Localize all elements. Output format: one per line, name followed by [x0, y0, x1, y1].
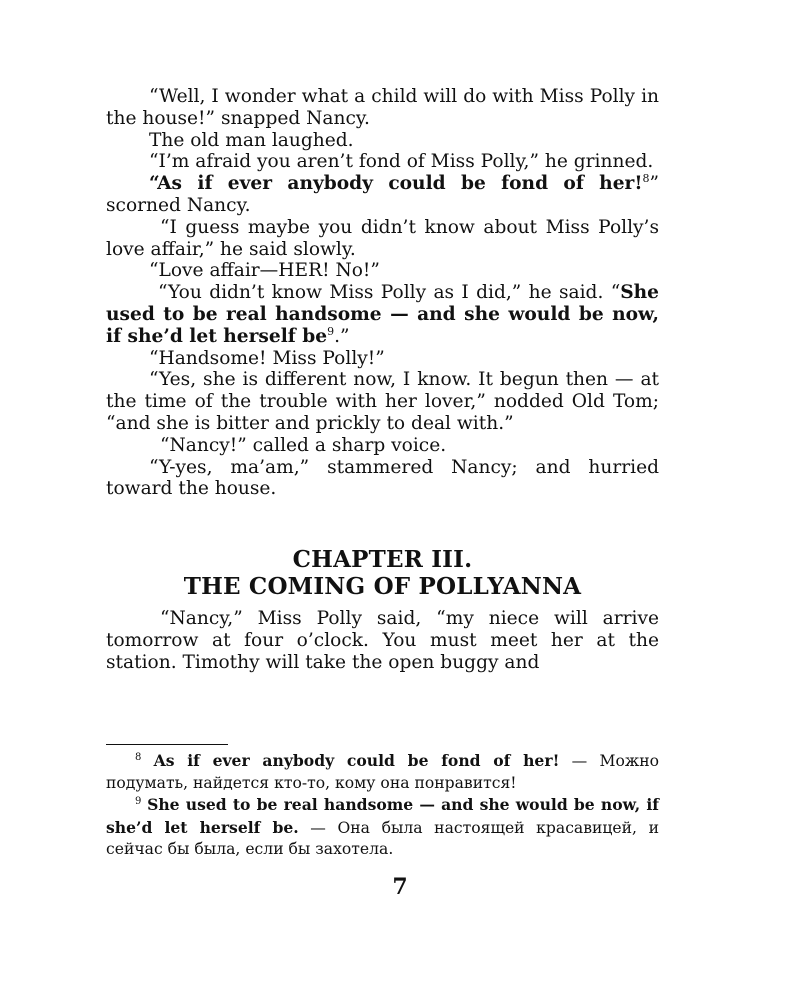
paragraph	[106, 260, 659, 282]
paragraph-text: “Handsome! Miss Polly!”	[149, 347, 385, 369]
paragraph-text: ” scorned Nancy.	[106, 173, 659, 216]
story-text	[106, 86, 659, 500]
paragraph-text: “Yes, she is different now, I know. It begun then — at the time of the trouble with her lover,” nodded Old Tom; “and she is bitter and prickly to deal with.”	[106, 369, 659, 434]
footnote-phrase: As if ever anybody could be fond of her!	[153, 751, 560, 770]
paragraph	[106, 282, 659, 347]
paragraph-text: “You didn’t know Miss Polly as I did,” he said. “	[158, 282, 621, 304]
footnotes	[106, 750, 659, 861]
paragraph-text: “Nancy,” Miss Polly said, “my niece will arrive tomorrow at four o’clock. You must meet her at the station. Timothy will take the open buggy and	[106, 608, 659, 673]
footnote-ref: 8	[642, 172, 650, 186]
paragraph-text: “Nancy!” called a sharp voice.	[160, 434, 447, 456]
paragraph	[106, 348, 659, 370]
footnote-phrase: She used to be real handsome — and she would be now, if she’d let herself be.	[106, 795, 659, 837]
footnote-marker: 8	[135, 752, 142, 763]
paragraph	[106, 457, 659, 501]
footnote-translation: — Можно подумать, найдется кто-то, кому она понравится!	[106, 752, 659, 792]
chapter-text	[106, 608, 659, 673]
footnote	[106, 750, 659, 794]
paragraph	[106, 130, 659, 152]
paragraph-text: “I guess maybe you didn’t know about Miss Polly’s love affair,” he said slowly.	[106, 216, 659, 260]
paragraph-text: “I’m afraid you aren’t fond of Miss Polly,” he grinned.	[149, 151, 654, 173]
bold-phrase: She used to be real handsome — and she would be now, if she’d let herself be	[106, 282, 659, 347]
footnote-divider	[106, 744, 228, 745]
chapter-number: CHAPTER III.	[292, 546, 473, 574]
paragraph	[106, 86, 659, 130]
bold-phrase: “As if ever anybody could be fond of her!	[149, 173, 643, 195]
footnote-marker: 9	[135, 796, 142, 808]
paragraph	[106, 217, 659, 261]
chapter-title: THE COMING OF POLLYANNA	[183, 573, 582, 601]
page-content	[106, 86, 659, 674]
paragraph-text: The old man laughed.	[149, 129, 354, 151]
chapter-heading	[106, 546, 659, 600]
paragraph	[106, 608, 659, 673]
paragraph-text: “Well, I wonder what a child will do with Miss Polly in the house!” snapped Nancy.	[106, 86, 659, 129]
paragraph-text: .”	[334, 325, 350, 347]
paragraph	[106, 435, 659, 457]
paragraph-text: “Love affair—HER! No!”	[149, 260, 380, 282]
footnote	[106, 794, 659, 861]
paragraph	[106, 151, 659, 173]
paragraph-text: “Y-yes, ma’am,” stammered Nancy; and hurried toward the house.	[106, 456, 659, 500]
paragraph	[106, 369, 659, 434]
paragraph	[106, 173, 659, 217]
footnote-translation: — Она была настоящей красавицей, и сейчас бы была, если бы захотела.	[106, 818, 660, 859]
page-number: 7	[392, 874, 408, 900]
footnote-ref: 9	[327, 324, 335, 338]
